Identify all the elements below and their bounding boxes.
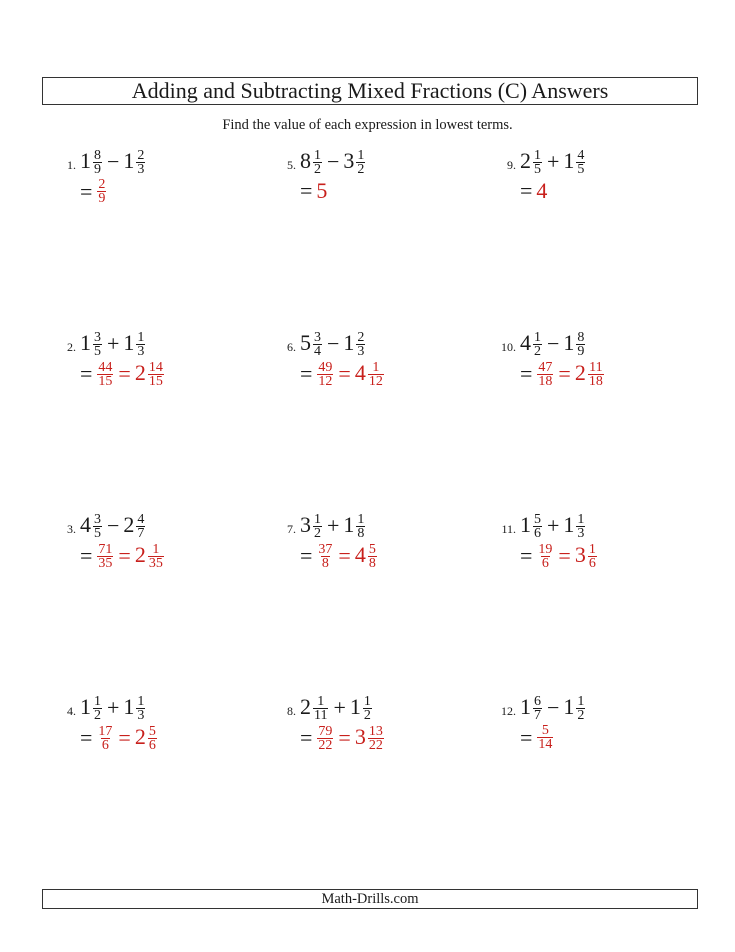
first-mixed-number: [520, 512, 543, 540]
fraction-part: [368, 361, 384, 388]
whole-part: 1: [349, 694, 361, 719]
fraction-part: [93, 149, 102, 176]
denominator: 7: [534, 708, 541, 724]
equals-sign: =: [520, 361, 533, 387]
denominator: 2: [357, 162, 365, 178]
fraction-part: [576, 695, 585, 722]
whole-part: 4: [80, 512, 91, 537]
denominator: 35: [98, 555, 113, 571]
denominator: 3: [357, 344, 365, 360]
whole-part: 2: [134, 542, 146, 567]
answer-improper-fraction: [97, 178, 106, 205]
expression: [300, 694, 373, 722]
whole-part: 2: [520, 148, 531, 173]
first-mixed-number: [300, 330, 323, 358]
first-mixed-number: [300, 512, 323, 540]
denominator: 12: [318, 373, 333, 389]
denominator: 9: [577, 344, 585, 360]
numerator: 8: [94, 148, 101, 164]
fraction-part: [576, 513, 585, 540]
denominator: 4: [314, 344, 321, 360]
fraction-part: [576, 331, 585, 358]
answer-equals-sign: =: [338, 361, 351, 387]
answer-mixed-number: [355, 724, 385, 752]
answer-improper-fraction: [97, 361, 113, 388]
answer-improper-fraction: [97, 543, 113, 570]
denominator: 3: [137, 162, 145, 178]
fraction-part: [93, 331, 102, 358]
numerator: 4: [137, 512, 145, 528]
fraction-part: [148, 361, 164, 388]
fraction-part: [533, 513, 542, 540]
whole-part: 1: [563, 512, 575, 537]
answer: [300, 724, 385, 752]
fraction-part: [313, 149, 322, 176]
operator: +: [547, 513, 560, 539]
operator: −: [327, 331, 340, 357]
operator: +: [333, 695, 346, 721]
fraction-part: [363, 695, 372, 722]
numerator: 5: [148, 724, 156, 740]
whole-part: 1: [563, 694, 575, 719]
second-mixed-number: [563, 148, 586, 176]
second-mixed-number: [563, 512, 586, 540]
expression: [300, 148, 366, 176]
whole-part: 1: [563, 148, 575, 173]
numerator: 1: [357, 512, 365, 528]
whole-part: 5: [300, 330, 311, 355]
denominator: 15: [98, 373, 113, 389]
problem-number: 7.: [287, 522, 296, 536]
numerator: 1: [534, 148, 541, 164]
answer-mixed-number: [135, 724, 158, 752]
second-mixed-number: [343, 330, 366, 358]
numerator: 1: [588, 542, 596, 558]
fraction-part: [588, 543, 597, 570]
problem-number: 12.: [501, 704, 516, 718]
equals-sign: =: [520, 543, 533, 569]
expression: [80, 512, 146, 540]
problem-number: 4.: [67, 704, 76, 718]
whole-part: 1: [123, 694, 135, 719]
answer-equals-sign: =: [118, 361, 131, 387]
second-mixed-number: [343, 512, 366, 540]
operator: −: [547, 331, 560, 357]
answer-equals-sign: =: [558, 543, 571, 569]
numerator: 1: [317, 694, 325, 710]
numerator: 1: [577, 694, 585, 710]
answer-improper-fraction: [537, 543, 553, 570]
answer-mixed-number: [135, 360, 165, 388]
denominator: 3: [137, 344, 145, 360]
operator: +: [547, 149, 560, 175]
whole-part: 2: [123, 512, 135, 537]
denominator: 6: [534, 526, 541, 542]
fraction-part: [533, 149, 542, 176]
answer-improper-fraction: [537, 361, 553, 388]
denominator: 7: [137, 526, 145, 542]
answer-mixed-number: [575, 542, 598, 570]
answer-equals-sign: =: [118, 543, 131, 569]
first-mixed-number: [520, 330, 543, 358]
denominator: 3: [137, 708, 145, 724]
first-mixed-number: [80, 694, 103, 722]
whole-part: 1: [343, 330, 355, 355]
whole-part: 3: [343, 148, 355, 173]
numerator: 19: [538, 541, 553, 557]
answer: [80, 542, 165, 570]
numerator: 44: [98, 359, 113, 375]
fraction-part: [148, 543, 164, 570]
fraction-part: [136, 331, 145, 358]
whole-part: 3: [354, 724, 366, 749]
problem-number: 8.: [287, 704, 296, 718]
denominator: 3: [577, 526, 585, 542]
whole-part: 8: [300, 148, 311, 173]
second-mixed-number: [123, 512, 146, 540]
whole-part: 1: [80, 694, 91, 719]
denominator: 5: [94, 344, 101, 360]
expression: [520, 694, 586, 722]
instructions: Find the value of each expression in lowest terms.: [222, 117, 513, 133]
denominator: 9: [98, 191, 106, 206]
denominator: 12: [368, 374, 383, 390]
whole-part: 2: [134, 724, 146, 749]
problem-number: 6.: [287, 340, 296, 354]
first-mixed-number: [300, 694, 329, 722]
answer: [520, 178, 547, 204]
whole-part: 3: [574, 542, 586, 567]
fraction-part: [368, 543, 377, 570]
whole-part: 1: [520, 512, 531, 537]
fraction-part: [313, 513, 322, 540]
fraction-part: [93, 513, 102, 540]
numerator: 71: [98, 541, 113, 557]
denominator: 11: [314, 708, 328, 724]
numerator: 17: [98, 723, 113, 739]
answer-improper-fraction: [317, 543, 333, 570]
numerator: 5: [534, 512, 541, 528]
denominator: 6: [148, 738, 156, 754]
whole-part: 2: [574, 360, 586, 385]
numerator: 1: [577, 512, 585, 528]
whole-part: 1: [80, 148, 91, 173]
fraction-part: [313, 695, 328, 722]
denominator: 2: [534, 344, 541, 360]
whole-part: 1: [520, 694, 531, 719]
denominator: 6: [101, 737, 109, 753]
whole-part: 1: [123, 330, 135, 355]
fraction-part: [588, 361, 604, 388]
numerator: 79: [318, 723, 333, 739]
second-mixed-number: [350, 694, 373, 722]
fraction-part: [356, 149, 365, 176]
second-mixed-number: [123, 694, 146, 722]
answer-improper-fraction: [537, 724, 553, 751]
numerator: 5: [541, 723, 549, 738]
expression: [80, 694, 146, 722]
answer-whole-number: 5: [316, 178, 328, 203]
expression: [520, 148, 586, 176]
fraction-part: [356, 513, 365, 540]
denominator: 35: [148, 556, 163, 572]
numerator: 1: [357, 148, 365, 164]
operator: −: [327, 149, 340, 175]
whole-part: 1: [343, 512, 355, 537]
numerator: 1: [372, 360, 380, 376]
operator: +: [107, 695, 120, 721]
equals-sign: =: [300, 178, 313, 203]
problem-number: 11.: [501, 522, 516, 536]
equals-sign: =: [520, 178, 533, 203]
equals-sign: =: [300, 543, 313, 569]
operator: +: [107, 331, 120, 357]
operator: −: [107, 513, 120, 539]
equals-sign: =: [80, 361, 93, 387]
numerator: 1: [363, 694, 371, 710]
denominator: 6: [541, 555, 549, 571]
denominator: 8: [357, 526, 365, 542]
worksheet-title: Adding and Subtracting Mixed Fractions (C) Answers: [42, 77, 698, 105]
numerator: 47: [538, 359, 553, 375]
equals-sign: =: [80, 725, 93, 751]
answer-improper-fraction: [317, 361, 333, 388]
second-mixed-number: [123, 330, 146, 358]
numerator: 2: [357, 330, 365, 346]
denominator: 2: [577, 708, 585, 724]
answer: [520, 542, 598, 570]
answer: [300, 360, 385, 388]
expression: [80, 148, 146, 176]
numerator: 2: [98, 177, 106, 192]
footer: Math-Drills.com: [42, 889, 698, 909]
numerator: 37: [318, 541, 333, 557]
problem-number: 10.: [501, 340, 516, 354]
numerator: 1: [137, 330, 145, 346]
equals-sign: =: [300, 361, 313, 387]
denominator: 2: [314, 526, 321, 542]
operator: −: [547, 695, 560, 721]
expression: [300, 330, 366, 358]
denominator: 2: [94, 708, 101, 724]
numerator: 5: [368, 542, 376, 558]
expression: [80, 330, 146, 358]
whole-part: 1: [563, 330, 575, 355]
first-mixed-number: [520, 148, 543, 176]
fraction-part: [533, 695, 542, 722]
second-mixed-number: [563, 330, 586, 358]
first-mixed-number: [520, 694, 543, 722]
problem-number: 2.: [67, 340, 76, 354]
denominator: 14: [538, 737, 553, 752]
fraction-part: [356, 331, 365, 358]
numerator: 8: [577, 330, 585, 346]
answer-improper-fraction: [317, 725, 333, 752]
answer: [300, 542, 378, 570]
first-mixed-number: [80, 148, 103, 176]
operator: −: [107, 149, 120, 175]
denominator: 2: [314, 162, 321, 178]
operator: +: [327, 513, 340, 539]
problem-number: 1.: [67, 158, 76, 172]
equals-sign: =: [300, 725, 313, 751]
denominator: 5: [94, 526, 101, 542]
fraction-part: [148, 725, 157, 752]
denominator: 18: [588, 374, 603, 390]
fraction-part: [368, 725, 384, 752]
answer: [520, 360, 605, 388]
fraction-part: [136, 513, 145, 540]
denominator: 8: [321, 555, 329, 571]
first-mixed-number: [80, 330, 103, 358]
answer-mixed-number: [135, 542, 165, 570]
whole-part: 3: [300, 512, 311, 537]
numerator: 3: [314, 330, 321, 346]
problem-number: 5.: [287, 158, 296, 172]
whole-part: 1: [80, 330, 91, 355]
answer: [80, 178, 107, 205]
numerator: 3: [94, 330, 101, 346]
fraction-part: [313, 331, 322, 358]
expression: [300, 512, 366, 540]
answer-equals-sign: =: [338, 725, 351, 751]
numerator: 1: [137, 694, 145, 710]
answer-mixed-number: [355, 360, 385, 388]
answer: [300, 178, 327, 204]
equals-sign: =: [80, 178, 93, 204]
denominator: 15: [148, 374, 163, 390]
denominator: 6: [588, 556, 596, 572]
fraction-part: [136, 695, 145, 722]
denominator: 22: [318, 737, 333, 753]
answer: [520, 724, 554, 751]
expression: [520, 330, 586, 358]
numerator: 13: [368, 724, 383, 740]
answer-mixed-number: [355, 542, 378, 570]
denominator: 9: [94, 162, 101, 178]
denominator: 8: [368, 556, 376, 572]
numerator: 4: [577, 148, 585, 164]
answer-equals-sign: =: [118, 725, 131, 751]
denominator: 2: [363, 708, 371, 724]
numerator: 11: [589, 360, 603, 376]
numerator: 6: [534, 694, 541, 710]
answer: [80, 724, 158, 752]
second-mixed-number: [563, 694, 586, 722]
numerator: 3: [94, 512, 101, 528]
whole-part: 2: [300, 694, 311, 719]
problem-number: 9.: [507, 158, 516, 172]
second-mixed-number: [123, 148, 146, 176]
answer-equals-sign: =: [338, 543, 351, 569]
denominator: 22: [368, 738, 383, 754]
problem-number: 3.: [67, 522, 76, 536]
numerator: 2: [137, 148, 145, 164]
second-mixed-number: [343, 148, 366, 176]
numerator: 14: [148, 360, 163, 376]
fraction-part: [136, 149, 145, 176]
denominator: 5: [577, 162, 585, 178]
equals-sign: =: [520, 724, 533, 750]
numerator: 1: [152, 542, 160, 558]
denominator: 5: [534, 162, 541, 178]
first-mixed-number: [300, 148, 323, 176]
equals-sign: =: [80, 543, 93, 569]
answer-equals-sign: =: [558, 361, 571, 387]
answer: [80, 360, 165, 388]
numerator: 1: [94, 694, 101, 710]
whole-part: 1: [123, 148, 135, 173]
whole-part: 4: [354, 542, 366, 567]
answer-improper-fraction: [97, 725, 113, 752]
whole-part: 2: [134, 360, 146, 385]
numerator: 49: [318, 359, 333, 375]
fraction-part: [93, 695, 102, 722]
first-mixed-number: [80, 512, 103, 540]
whole-part: 4: [354, 360, 366, 385]
whole-part: 4: [520, 330, 531, 355]
numerator: 1: [534, 330, 541, 346]
fraction-part: [576, 149, 585, 176]
denominator: 18: [538, 373, 553, 389]
answer-mixed-number: [575, 360, 605, 388]
numerator: 1: [314, 148, 321, 164]
numerator: 1: [314, 512, 321, 528]
expression: [520, 512, 586, 540]
fraction-part: [533, 331, 542, 358]
answer-whole-number: 4: [536, 178, 548, 203]
